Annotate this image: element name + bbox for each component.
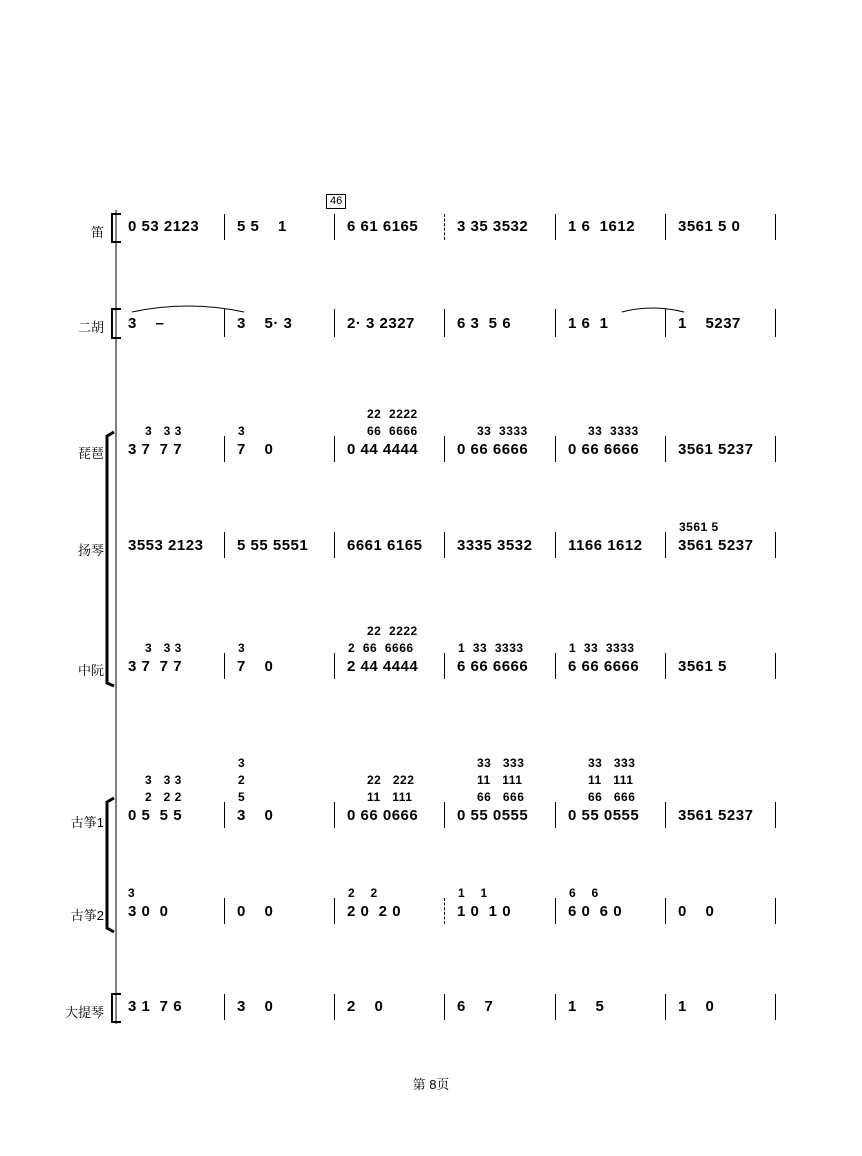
barline xyxy=(775,436,776,462)
zr-top-1: 3 3 3 xyxy=(145,641,182,655)
barline xyxy=(444,436,445,462)
pipa-top-4: 33 3333 xyxy=(477,424,528,438)
pipa-m3: 0 44 4444 xyxy=(347,441,419,458)
pipa-m5: 0 66 6666 xyxy=(568,441,640,458)
erhu-m5: 1 6 1 xyxy=(568,315,609,332)
barline xyxy=(775,802,776,828)
gz1-r1-4: 33 333 xyxy=(477,756,525,770)
yangqin-m4: 3335 3532 xyxy=(457,537,533,554)
cello-m6: 1 0 xyxy=(678,998,715,1015)
barline xyxy=(555,436,556,462)
pipa-top-1: 3 3 3 xyxy=(145,424,182,438)
barline xyxy=(224,898,225,924)
gz2-m1: 3 0 0 xyxy=(128,903,169,920)
gz2-m5: 6 0 6 0 xyxy=(568,903,623,920)
zr-mid-5: 1 33 3333 xyxy=(569,641,635,655)
gz1-m3: 0 66 0666 xyxy=(347,807,419,824)
gz2-top-5: 6 6 xyxy=(569,886,599,900)
pipa-top-2: 3 xyxy=(238,424,246,438)
label-di: 笛 xyxy=(90,225,104,240)
gz1-r2-4: 11 111 xyxy=(477,773,523,787)
label-yangqin: 扬琴 xyxy=(77,543,104,558)
pipa-m1: 3 7 7 7 xyxy=(128,441,183,458)
barline xyxy=(334,214,335,240)
barline xyxy=(444,653,445,679)
barline xyxy=(555,532,556,558)
di-m2: 5 5 1 xyxy=(237,218,287,235)
gz2-m2: 0 0 xyxy=(237,903,274,920)
gz2-top-1: 3 xyxy=(128,886,136,900)
yangqin-m6: 3561 5237 xyxy=(678,537,754,554)
barline xyxy=(555,994,556,1020)
barline xyxy=(334,436,335,462)
label-guzheng1: 古筝1 xyxy=(70,815,104,830)
gz2-top-3: 2 2 xyxy=(348,886,378,900)
yangqin-m3: 6661 6165 xyxy=(347,537,423,554)
zr-mid-4: 1 33 3333 xyxy=(458,641,524,655)
cello-m4: 6 7 xyxy=(457,998,494,1015)
yangqin-m5: 1166 1612 xyxy=(568,537,643,554)
barline xyxy=(555,898,556,924)
zr-m4: 6 66 6666 xyxy=(457,658,529,675)
barline xyxy=(224,214,225,240)
gz1-r3-4: 66 666 xyxy=(477,790,525,804)
barline xyxy=(775,994,776,1020)
barline xyxy=(665,898,666,924)
barline xyxy=(665,802,666,828)
zr-m5: 6 66 6666 xyxy=(568,658,640,675)
erhu-m4: 6 3 5 6 xyxy=(457,315,512,332)
gz1-r1-5: 33 333 xyxy=(588,756,636,770)
barline xyxy=(775,214,776,240)
barline xyxy=(775,532,776,558)
barline xyxy=(555,653,556,679)
gz2-m3: 2 0 2 0 xyxy=(347,903,402,920)
barline xyxy=(775,309,776,337)
di-m4: 3 35 3532 xyxy=(457,218,529,235)
label-cello: 大提琴 xyxy=(64,1005,104,1020)
barline xyxy=(444,898,446,924)
gz1-r2-5: 11 111 xyxy=(588,773,634,787)
barline xyxy=(665,436,666,462)
gz1-r3-5: 66 666 xyxy=(588,790,636,804)
gz1-r3-1: 2 2 2 xyxy=(145,790,182,804)
label-guzheng2: 古筝2 xyxy=(70,908,104,923)
pipa-m2: 7 0 xyxy=(237,441,274,458)
yangqin-m2: 5 55 5551 xyxy=(237,537,309,554)
barline xyxy=(444,214,446,240)
barline xyxy=(665,309,666,337)
barline xyxy=(444,802,445,828)
pipa-m4: 0 66 6666 xyxy=(457,441,529,458)
zr-top-3: 22 2222 xyxy=(367,624,418,638)
yangqin-m1: 3553 2123 xyxy=(128,537,204,554)
barline xyxy=(665,994,666,1020)
pipa-m6: 3561 5237 xyxy=(678,441,754,458)
erhu-m2: 3 5· 3 xyxy=(237,315,293,332)
label-pipa: 琵琶 xyxy=(77,446,104,461)
erhu-m1: 3 – xyxy=(128,315,165,332)
gz1-m1: 0 5 5 5 xyxy=(128,807,183,824)
gz2-m6: 0 0 xyxy=(678,903,715,920)
barline xyxy=(334,532,335,558)
zr-m6: 3561 5 xyxy=(678,658,727,675)
yangqin-top-6: 3561 5 xyxy=(679,520,719,534)
gz1-r3-2: 5 xyxy=(238,790,246,804)
barline xyxy=(555,214,556,240)
barline xyxy=(224,436,225,462)
barline xyxy=(665,214,666,240)
barline xyxy=(665,532,666,558)
zr-m3: 2 44 4444 xyxy=(347,658,419,675)
gz1-m2: 3 0 xyxy=(237,807,274,824)
cello-m3: 2 0 xyxy=(347,998,384,1015)
cello-m2: 3 0 xyxy=(237,998,274,1015)
cello-m1: 3 1 7 6 xyxy=(128,998,183,1015)
barline xyxy=(775,653,776,679)
barline xyxy=(334,994,335,1020)
gz2-m4: 1 0 1 0 xyxy=(457,903,512,920)
barline xyxy=(224,994,225,1020)
barline xyxy=(224,309,225,337)
page-number: 第 8页 xyxy=(412,1077,450,1092)
label-zhongruan: 中阮 xyxy=(77,663,104,678)
zr-mid-3: 2 66 6666 xyxy=(348,641,414,655)
di-m1: 0 53 2123 xyxy=(128,218,200,235)
barline xyxy=(224,532,225,558)
erhu-m6: 1 5237 xyxy=(678,315,741,332)
barline xyxy=(224,653,225,679)
gz1-r2-3: 22 222 xyxy=(367,773,415,787)
di-m5: 1 6 1612 xyxy=(568,218,636,235)
rehearsal-mark: 46 xyxy=(326,194,346,209)
gz1-m5: 0 55 0555 xyxy=(568,807,640,824)
barline xyxy=(444,309,445,337)
barline xyxy=(334,898,335,924)
pipa-top-5: 33 3333 xyxy=(588,424,639,438)
pipa-top-3: 22 2222 xyxy=(367,407,418,421)
pipa-mid-3: 66 6666 xyxy=(367,424,418,438)
barline xyxy=(444,532,445,558)
barline xyxy=(334,309,335,337)
zr-m1: 3 7 7 7 xyxy=(128,658,183,675)
di-m3: 6 61 6165 xyxy=(347,218,419,235)
barline xyxy=(555,802,556,828)
erhu-m3: 2· 3 2327 xyxy=(347,315,415,332)
gz2-top-4: 1 1 xyxy=(458,886,488,900)
gz1-r3-3: 11 111 xyxy=(367,790,413,804)
barline xyxy=(444,994,445,1020)
barline xyxy=(334,802,335,828)
gz1-r1-2: 3 xyxy=(238,756,246,770)
gz1-r2-2: 2 xyxy=(238,773,246,787)
cello-m5: 1 5 xyxy=(568,998,605,1015)
label-erhu: 二胡 xyxy=(77,320,104,335)
barline xyxy=(224,802,225,828)
di-m6: 3561 5 0 xyxy=(678,218,741,235)
barline xyxy=(555,309,556,337)
gz1-m4: 0 55 0555 xyxy=(457,807,529,824)
barline xyxy=(665,653,666,679)
zr-top-2: 3 xyxy=(238,641,246,655)
barline xyxy=(334,653,335,679)
gz1-m6: 3561 5237 xyxy=(678,807,754,824)
gz1-r2-1: 3 3 3 xyxy=(145,773,182,787)
zr-m2: 7 0 xyxy=(237,658,274,675)
barline xyxy=(775,898,776,924)
